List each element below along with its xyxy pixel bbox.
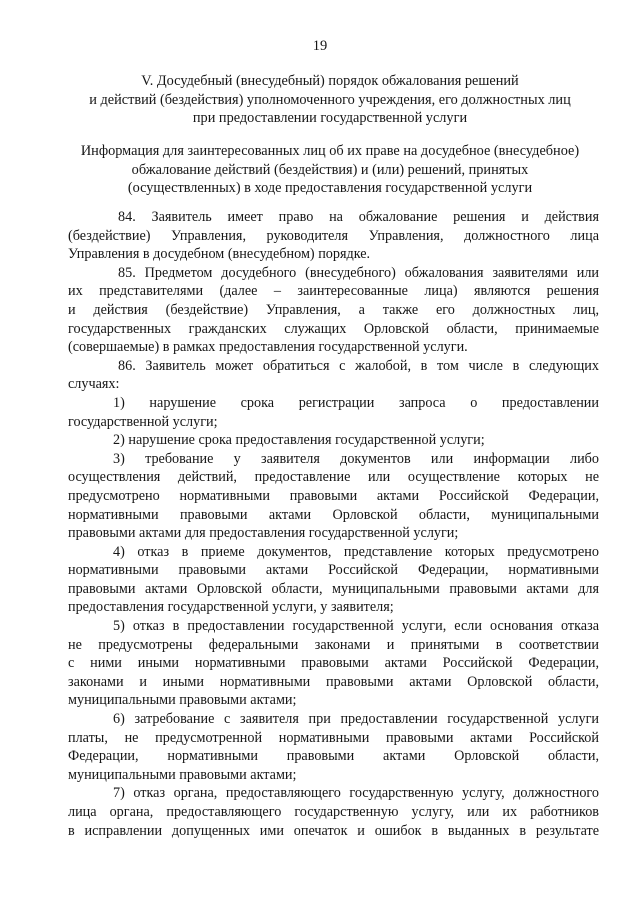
paragraph-85-line: государственных гражданских служащих Орловской области, принимаемые bbox=[68, 320, 599, 337]
paragraph-85-line: их представителями (далее – заинтересованные лица) являются решения bbox=[68, 283, 599, 300]
body-text bbox=[68, 208, 599, 840]
list-item-3-line: 3) требование у заявителя документов или информации либо bbox=[113, 450, 599, 467]
list-item-5-line: муниципальными правовыми актами; bbox=[68, 692, 297, 709]
list-item-4-line: предоставления государственной услуги, у заявителя; bbox=[68, 599, 394, 616]
paragraph-85-line: и действия (бездействие) Управления, а также его должностных лиц, bbox=[68, 301, 599, 318]
subheading-line: обжалование действий (бездействия) и (или) решений, принятых bbox=[131, 161, 529, 178]
paragraph-85-line: (совершаемые) в рамках предоставления государственной услуги. bbox=[68, 339, 468, 356]
list-item-3-line: правовыми актами для предоставления государственной услуги; bbox=[68, 525, 459, 542]
paragraph-86-line: случаях: bbox=[68, 376, 120, 393]
paragraph-85-line: 85. Предметом досудебного (внесудебного) обжалования заявителями или bbox=[118, 264, 599, 281]
list-item-4-line: нормативными правовыми актами Российской Федерации, нормативными bbox=[68, 562, 599, 579]
list-item-6-line: платы, не предусмотренной нормативными правовыми актами Российской bbox=[68, 729, 599, 746]
paragraph-84-line: (бездействие) Управления, руководителя Управления, должностного лица bbox=[68, 227, 599, 244]
list-item-5-line: законами и иными нормативными правовыми актами Орловской области, bbox=[68, 673, 599, 690]
list-item-3-line: осуществления действий, предоставление или осуществление которых не bbox=[68, 469, 599, 486]
page-number: 19 bbox=[312, 38, 328, 54]
list-item-7-line: 7) отказ органа, предоставляющего государственную услугу, должностного bbox=[113, 785, 599, 802]
heading-line: и действий (бездействия) уполномоченного учреждения, его должностных лиц bbox=[89, 91, 571, 108]
section-heading bbox=[60, 72, 600, 128]
list-item-4-line: 4) отказ в приеме документов, представление которых предусмотрено bbox=[113, 543, 599, 560]
list-item-6-line: Федерации, нормативными правовыми актами Орловской области, bbox=[68, 748, 599, 765]
subheading-line: (осуществленных) в ходе предоставления государственной услуги bbox=[127, 180, 533, 196]
list-item-1-line: 1) нарушение срока регистрации запроса о предоставлении bbox=[113, 394, 599, 411]
subheading-line: Информация для заинтересованных лиц об их праве на досудебное (внесудебное) bbox=[80, 143, 580, 159]
list-item-5-line: не предусмотрены федеральными законами и принятыми в соответствии bbox=[68, 636, 599, 653]
paragraph-84-line: 84. Заявитель имеет право на обжалование решения и действия bbox=[118, 209, 599, 225]
list-item-7-line: лица органа, предоставляющего государственную услугу, или их работников bbox=[68, 804, 599, 820]
paragraph-84-line: Управления в досудебном (внесудебном) порядке. bbox=[68, 246, 371, 263]
heading-line: при предоставлении государственной услуги bbox=[192, 110, 468, 126]
list-item-3-line: предусмотрено нормативными правовыми актами Российской Федерации, bbox=[68, 487, 599, 504]
section-subheading bbox=[60, 142, 600, 198]
list-item-5-line: 5) отказ в предоставлении государственной услуги, если основания отказа bbox=[113, 618, 599, 635]
list-item-4-line: правовыми актами Орловской области, муниципальными правовыми актами для bbox=[68, 580, 599, 597]
list-item-1-line: государственной услуги; bbox=[68, 413, 218, 430]
paragraph-86-line: 86. Заявитель может обратиться с жалобой, в том числе в следующих bbox=[118, 357, 599, 374]
heading-line: V. Досудебный (внесудебный) порядок обжалования решений bbox=[141, 73, 519, 89]
list-item-7-line: в исправлении допущенных ими опечаток и ошибок в выданных в результате bbox=[68, 822, 599, 839]
list-item-6-line: муниципальными правовыми актами; bbox=[68, 766, 297, 783]
list-item-3-line: нормативными правовыми актами Орловской области, муниципальными bbox=[68, 506, 599, 523]
list-item-5-line: с ними иными нормативными правовыми актами Российской Федерации, bbox=[68, 655, 599, 672]
list-item-2-line: 2) нарушение срока предоставления государственной услуги; bbox=[113, 432, 485, 449]
list-item-6-line: 6) затребование с заявителя при предоставлении государственной услуги bbox=[113, 711, 599, 728]
